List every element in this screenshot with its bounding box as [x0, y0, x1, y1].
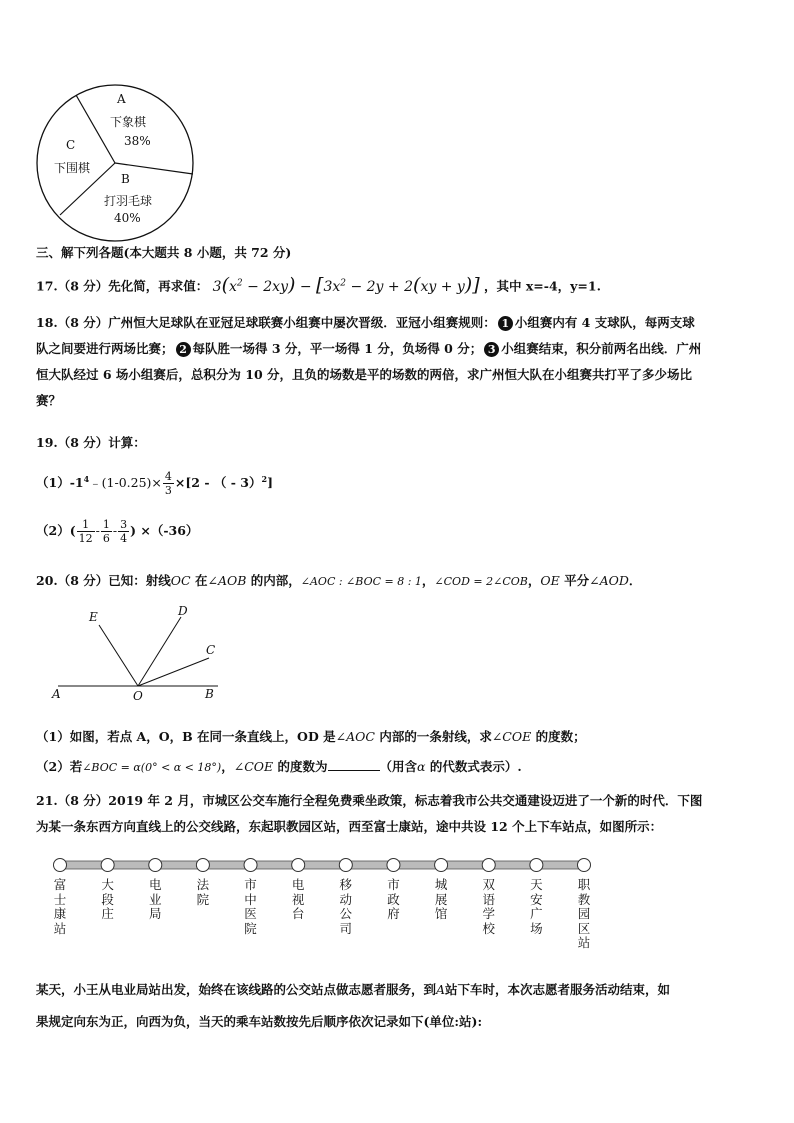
q21-text-4: 站下车时，本次志愿者服务活动结束，如 — [445, 982, 671, 997]
q20-text-7: ． — [628, 573, 642, 588]
q20-oc: OC — [170, 573, 191, 588]
q19-p2-tail: ) ×（-36） — [130, 523, 199, 538]
station-label: 电 业 局 — [149, 877, 162, 921]
station-label: 电 视 台 — [291, 877, 305, 921]
station-label: 富 士 康 站 — [53, 877, 67, 936]
pie-a-label: 下象棋 — [110, 115, 147, 129]
station-label: 城 展 馆 — [434, 877, 448, 921]
station-dot — [196, 859, 209, 872]
station-dot — [435, 859, 448, 872]
pie-a-pct: 38% — [124, 134, 151, 148]
q21-text-2: 为某一条东西方向直线上的公交线路，东起职教园区站，西至富士康站，途中共设 12 个上下车站点，如图所示： — [36, 819, 663, 834]
point-c-label: C — [206, 643, 216, 657]
pie-b-label: 打羽毛球 — [104, 194, 153, 208]
point-b-label: B — [205, 687, 214, 701]
q19-fraction-3: $\frac{3}{4}$ — [120, 518, 128, 545]
q18-text-7: 赛？ — [36, 393, 62, 408]
q18-text-3: 队之间要进行两场比赛； — [36, 341, 174, 356]
question-18 — [36, 310, 761, 414]
q20-text-3: 的内部， — [246, 573, 301, 588]
q20-ratio: ∠AOC : ∠BOC = 8 : 1 — [300, 575, 422, 588]
q20-p1-text-1: （1）如图，若点 A，O，B 在同一条直线上，OD 是 — [36, 729, 336, 744]
q20-text-1: 20.（8 分）已知：射线 — [36, 573, 171, 588]
station-dot — [292, 859, 305, 872]
question-19-part-2: （2）( $\frac{1}{12}$ - $\frac{1}{6}$ - $\frac{3}{4}$ ) ×（-36） — [36, 518, 199, 545]
point-e-label: E — [89, 610, 98, 624]
q19-p1-square: 2 — [261, 474, 268, 484]
q17-expression: $3(x^2 - 2xy) - [3x^2 - 2y + 2(xy + y)]$ — [212, 273, 480, 296]
q20-p2-coe: ∠COE — [233, 759, 274, 774]
section-heading: 三、解下列各题(本大题共 8 小题，共 72 分) — [36, 245, 292, 260]
point-d-label: D — [178, 604, 188, 618]
q20-p2-text-5: 的代数式表示）. — [425, 759, 522, 774]
q18-text-5: 小组赛结束，积分前两名出线．广州 — [501, 341, 702, 356]
station-dot — [101, 859, 114, 872]
q19-p1-mid: ﹣(1-0.25)× — [89, 475, 162, 491]
question-20 — [36, 568, 761, 595]
q18-text-2: 小组赛内有 4 支球队，每两支球 — [514, 315, 695, 330]
question-19-part-1 — [36, 466, 761, 497]
station-label: 移 动 公 司 — [339, 877, 353, 936]
q20-text-4: ， — [421, 573, 435, 588]
question-20-part-1 — [36, 724, 761, 750]
q19-p2-prefix: （2）( — [36, 523, 76, 538]
station-label: 法 院 — [196, 877, 210, 907]
pie-a-letter: A — [117, 92, 126, 106]
q20-p1-text-2: 内部的一条射线，求 — [374, 729, 492, 744]
q20-p2-alpha: α — [417, 759, 426, 774]
q20-p1-coe: ∠COE — [491, 729, 532, 744]
question-21-text — [36, 977, 761, 1035]
station-dot — [149, 859, 162, 872]
station-label: 职 教 园 区 站 — [577, 877, 591, 950]
q19-p1-exponent: 4 — [83, 474, 90, 484]
q21-text-1: 21.（8 分）2019 年 2 月，市城区公交车施行全程免费乘坐政策，标志着我市公共交通建设迈进了一个新的时代．下图 — [36, 793, 703, 808]
q17-condition: ，其中 x=-4，y=1. — [484, 278, 601, 294]
question-17 — [36, 270, 761, 300]
q20-text-2: 在 — [190, 573, 208, 588]
circled-number-3: 3 — [484, 342, 499, 357]
q18-text-1: 18.（8 分）广州恒大足球队在亚冠足球联赛小组赛中屡次晋级．亚冠小组赛规则： — [36, 315, 496, 330]
station-label: 市 政 府 — [387, 877, 400, 921]
q19-fraction: $\frac{4}{3}$ — [164, 470, 172, 498]
station-dot — [54, 859, 67, 872]
station-label: 市 中 医 院 — [244, 877, 257, 936]
q20-oe: OE — [540, 573, 560, 588]
pie-c-letter: C — [66, 138, 76, 152]
question-19-title: 19.（8 分）计算： — [36, 435, 146, 450]
q20-p1-text-3: 的度数； — [531, 729, 586, 744]
q20-p2-text-3: 的度数为 — [273, 759, 328, 774]
question-21-intro — [36, 788, 761, 840]
q20-text-5: ， — [527, 573, 541, 588]
circled-number-2: 2 — [176, 342, 191, 357]
q19-fraction-2: $\frac{1}{6}$ — [102, 518, 110, 545]
q17-prompt: 17.（8 分）先化简，再求值： — [36, 278, 209, 294]
station-label: 双 语 学 校 — [482, 877, 495, 936]
q19-p1-tail: ×[2 - （ - 3） — [174, 475, 262, 491]
circled-number-1: 1 — [498, 316, 513, 331]
answer-blank[interactable] — [328, 756, 380, 771]
q20-p2-text-1: （2）若 — [36, 759, 83, 774]
q20-p2-text-2: ， — [221, 759, 234, 774]
point-a-label: A — [52, 687, 61, 701]
q21-text-5: 果规定向东为正，向西为负，当天的乘车站数按先后顺序依次记录如下(单位:站): — [36, 1014, 483, 1029]
station-label: 天 安 广 场 — [530, 877, 543, 936]
q21-text-3: 某天，小王从电业局站出发，始终在该线路的公交站点做志愿者服务，到 — [36, 982, 437, 997]
q19-fraction-1: $\frac{1}{12}$ — [78, 518, 93, 545]
station-dot — [387, 859, 400, 872]
station-label: 大 段 庄 — [101, 877, 114, 921]
q18-text-4: 每队胜一场得 3 分，平一场得 1 分，负场得 0 分； — [192, 341, 483, 356]
pie-b-pct: 40% — [114, 211, 141, 225]
station-dot — [530, 859, 543, 872]
q20-aod: ∠AOD — [589, 573, 629, 588]
q20-aob: ∠AOB — [207, 573, 247, 588]
q20-p1-aoc: ∠AOC — [335, 729, 375, 744]
pie-b-letter: B — [121, 172, 130, 186]
bus-route-diagram — [48, 852, 596, 878]
question-20-part-2 — [36, 754, 761, 781]
q19-p1-end: ] — [267, 475, 273, 491]
station-dot — [578, 859, 591, 872]
q18-text-6: 恒大队经过 6 场小组赛后，总积分为 10 分，且负的场数是平的场数的两倍，求广州恒大队在小组赛共打平了多少场比 — [36, 367, 693, 382]
station-dot — [339, 859, 352, 872]
q21-station-a: A — [436, 982, 446, 997]
point-o-label: O — [133, 689, 143, 703]
station-dot — [244, 859, 257, 872]
station-dot — [482, 859, 495, 872]
q20-p2-boc: ∠BOC = α(0° < α < 18°) — [82, 761, 222, 774]
q20-cod: ∠COD = 2∠COB — [434, 575, 528, 588]
pie-c-label: 下围棋 — [54, 161, 91, 175]
q20-p2-text-4: （用含 — [379, 759, 418, 774]
q20-text-6: 平分 — [559, 573, 590, 588]
q19-p1-prefix: （1）-1 — [36, 475, 84, 491]
